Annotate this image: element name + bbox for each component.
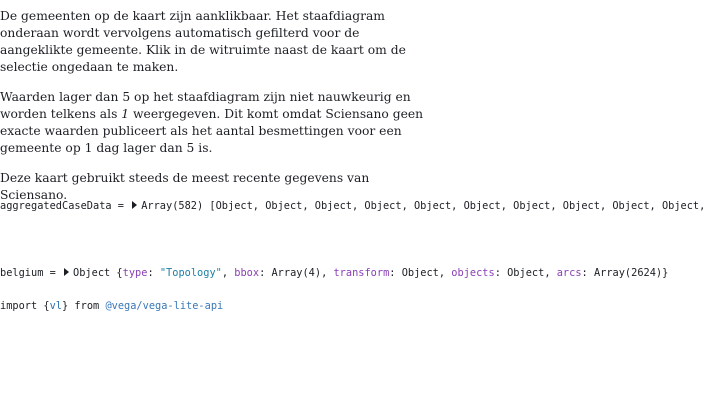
import-keyword: import [0, 300, 38, 312]
object-key-type: type [122, 267, 148, 279]
object-value-objects: Object [507, 267, 545, 279]
prose-paragraph-clickable-map: De gemeenten op de kaart zijn aanklikbaar. Het staafdiagram onderaan wordt vervolgens automatisch gefilterd voor de aangeklikte gemeente. Klik in de witruimte naast de kaart om de selectie ongedaan te maken. [0, 9, 406, 74]
separator: : [259, 267, 272, 279]
comma: , [221, 267, 235, 279]
brace-open: { [110, 267, 123, 279]
separator: : [147, 267, 160, 279]
prose-paragraph-data-source: Deze kaart gebruikt steeds de meest recente gegevens van Sciensano. [0, 171, 370, 202]
brace-open: { [37, 300, 50, 312]
separator: : [389, 267, 402, 279]
from-keyword: from [74, 300, 100, 312]
cell-aggregated-case-data [0, 199, 705, 213]
notebook-prose [0, 8, 430, 217]
prose-text: Waarden lager dan 5 op het staafdiagram zijn niet nauwkeurig en worden telkens als [0, 90, 411, 121]
object-value-arcs: Array(2624) [593, 267, 663, 279]
object-value-type: "Topology" [159, 267, 222, 279]
cell-import-vega-lite [0, 299, 640, 313]
cell-variable-name: aggregatedCaseData [0, 200, 112, 212]
comma: , [321, 267, 334, 279]
cell-variable-name: belgium [0, 267, 44, 279]
expand-triangle-icon[interactable] [132, 201, 137, 209]
cell-value-summary[interactable]: Array(582) [Object, Object, Object, Object, Object, Object, Object, Object, Object, Object, [141, 200, 705, 212]
object-type-label[interactable]: Object [73, 267, 111, 279]
cell-equals: = [111, 200, 131, 212]
cell-belgium [0, 266, 669, 280]
brace-close: } [662, 267, 669, 279]
brace-close: } [62, 300, 75, 312]
cell-expand-toggle[interactable] [62, 267, 668, 279]
expand-triangle-icon[interactable] [64, 268, 69, 276]
prose-text: weergegeven. Dit komt omdat Sciensano geen exacte waarden publiceert als het aantal besmettingen voor een gemeente op 1 dag lager dan 5 is. [0, 107, 424, 155]
comma: , [544, 267, 557, 279]
object-value-transform: Object [401, 267, 439, 279]
object-key-transform: transform [333, 267, 390, 279]
cell-expand-toggle[interactable] [130, 200, 705, 212]
comma: , [438, 267, 452, 279]
object-key-arcs: arcs [556, 267, 582, 279]
prose-emphasis: 1 [121, 107, 130, 121]
object-key-objects: objects [451, 267, 495, 279]
separator: : [494, 267, 508, 279]
import-module-link[interactable]: @vega/vega-lite-api [105, 300, 224, 312]
prose-paragraph-low-values [0, 89, 430, 157]
object-key-bbox: bbox [234, 267, 260, 279]
import-binding-name: vl [49, 300, 63, 312]
separator: : [581, 267, 594, 279]
object-value-bbox: Array(4) [271, 267, 322, 279]
cell-equals: = [43, 267, 63, 279]
